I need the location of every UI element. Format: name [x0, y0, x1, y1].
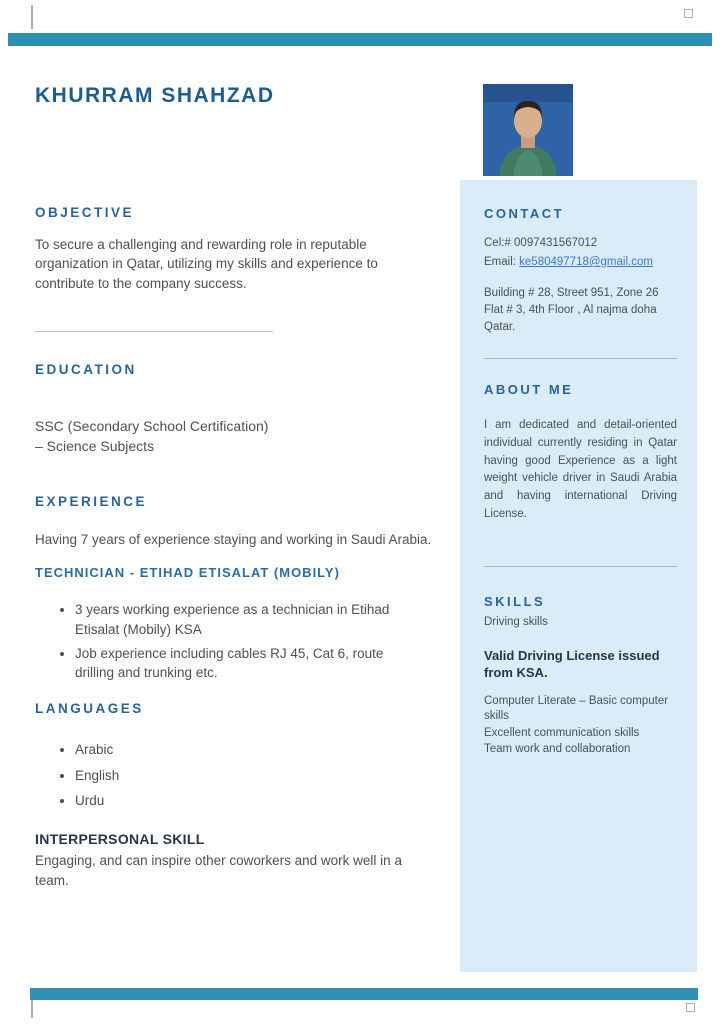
top-accent-bar	[8, 33, 712, 46]
skills-highlight: Valid Driving License issued from KSA.	[484, 647, 660, 681]
sidebar-panel	[460, 180, 697, 972]
bottom-accent-bar	[30, 988, 698, 1000]
objective-text: To secure a challenging and rewarding role in reputable organization in Qatar, utilizing my skills and experience to contribute to the company success.	[35, 236, 378, 291]
crop-mark-top-right	[684, 9, 693, 18]
about-me-heading: ABOUT ME	[484, 382, 574, 398]
sidebar-divider	[484, 358, 677, 359]
profile-photo-graphic	[483, 84, 573, 176]
list-item: • Arabic	[75, 740, 440, 760]
list-item: Excellent communication skills	[484, 726, 640, 739]
experience-heading: EXPERIENCE	[35, 494, 148, 510]
list-item: Team work and collaboration	[484, 743, 631, 756]
languages-heading: LANGUAGES	[35, 700, 144, 716]
education-heading: EDUCATION	[35, 362, 137, 378]
skills-subtitle: Driving skills	[484, 616, 548, 629]
list-item: • Urdu	[75, 791, 440, 811]
interpersonal-skill-heading: INTERPERSONAL SKILL	[35, 830, 205, 847]
experience-intro-text: Having 7 years of experience staying and working in Saudi Arabia.	[35, 531, 432, 547]
interpersonal-skill-text: Engaging, and can inspire other coworkers and work well in a team.	[35, 853, 402, 888]
address-text: Building # 28, Street 951, Zone 26 Flat # 3, 4th Floor , Al najma doha Qatar.	[484, 286, 659, 334]
languages-list	[35, 740, 440, 811]
job-title: TECHNICIAN - ETIHAD ETISALAT (MOBILY)	[35, 564, 340, 580]
page-title: KHURRAM SHAHZAD	[35, 84, 275, 107]
section-divider	[35, 331, 273, 332]
experience-bullet-list	[35, 600, 415, 682]
profile-photo	[483, 84, 573, 176]
phone-number: Cel:# 0097431567012	[484, 236, 598, 249]
skills-heading: SKILLS	[484, 593, 546, 609]
crop-mark-top-left	[31, 5, 33, 29]
email-row	[484, 255, 677, 271]
list-item: • 3 years working experience as a technician in Etihad Etisalat (Mobily) KSA	[75, 600, 415, 639]
list-item: • Job experience including cables RJ 45, Cat 6, route drilling and trunking etc.	[75, 644, 415, 683]
education-text: SSC (Secondary School Certification) – Science Subjects	[35, 417, 269, 455]
email-link[interactable]: ke580497718@gmail.com	[519, 256, 653, 269]
about-me-text: I am dedicated and detail-oriented individual currently residing in Qatar having good Experience as a light weight vehicle driver in Saudi Arabia and having international Driving License.	[484, 418, 677, 520]
sidebar-divider	[484, 566, 677, 567]
main-column	[35, 195, 440, 890]
list-item: • English	[75, 766, 440, 786]
objective-heading: OBJECTIVE	[35, 205, 135, 220]
email-label: Email:	[484, 256, 520, 269]
contact-heading: CONTACT	[484, 206, 565, 221]
list-item: Computer Literate – Basic computer skills	[484, 694, 669, 723]
crop-mark-bottom-right	[686, 1003, 695, 1012]
skills-list	[484, 694, 680, 758]
